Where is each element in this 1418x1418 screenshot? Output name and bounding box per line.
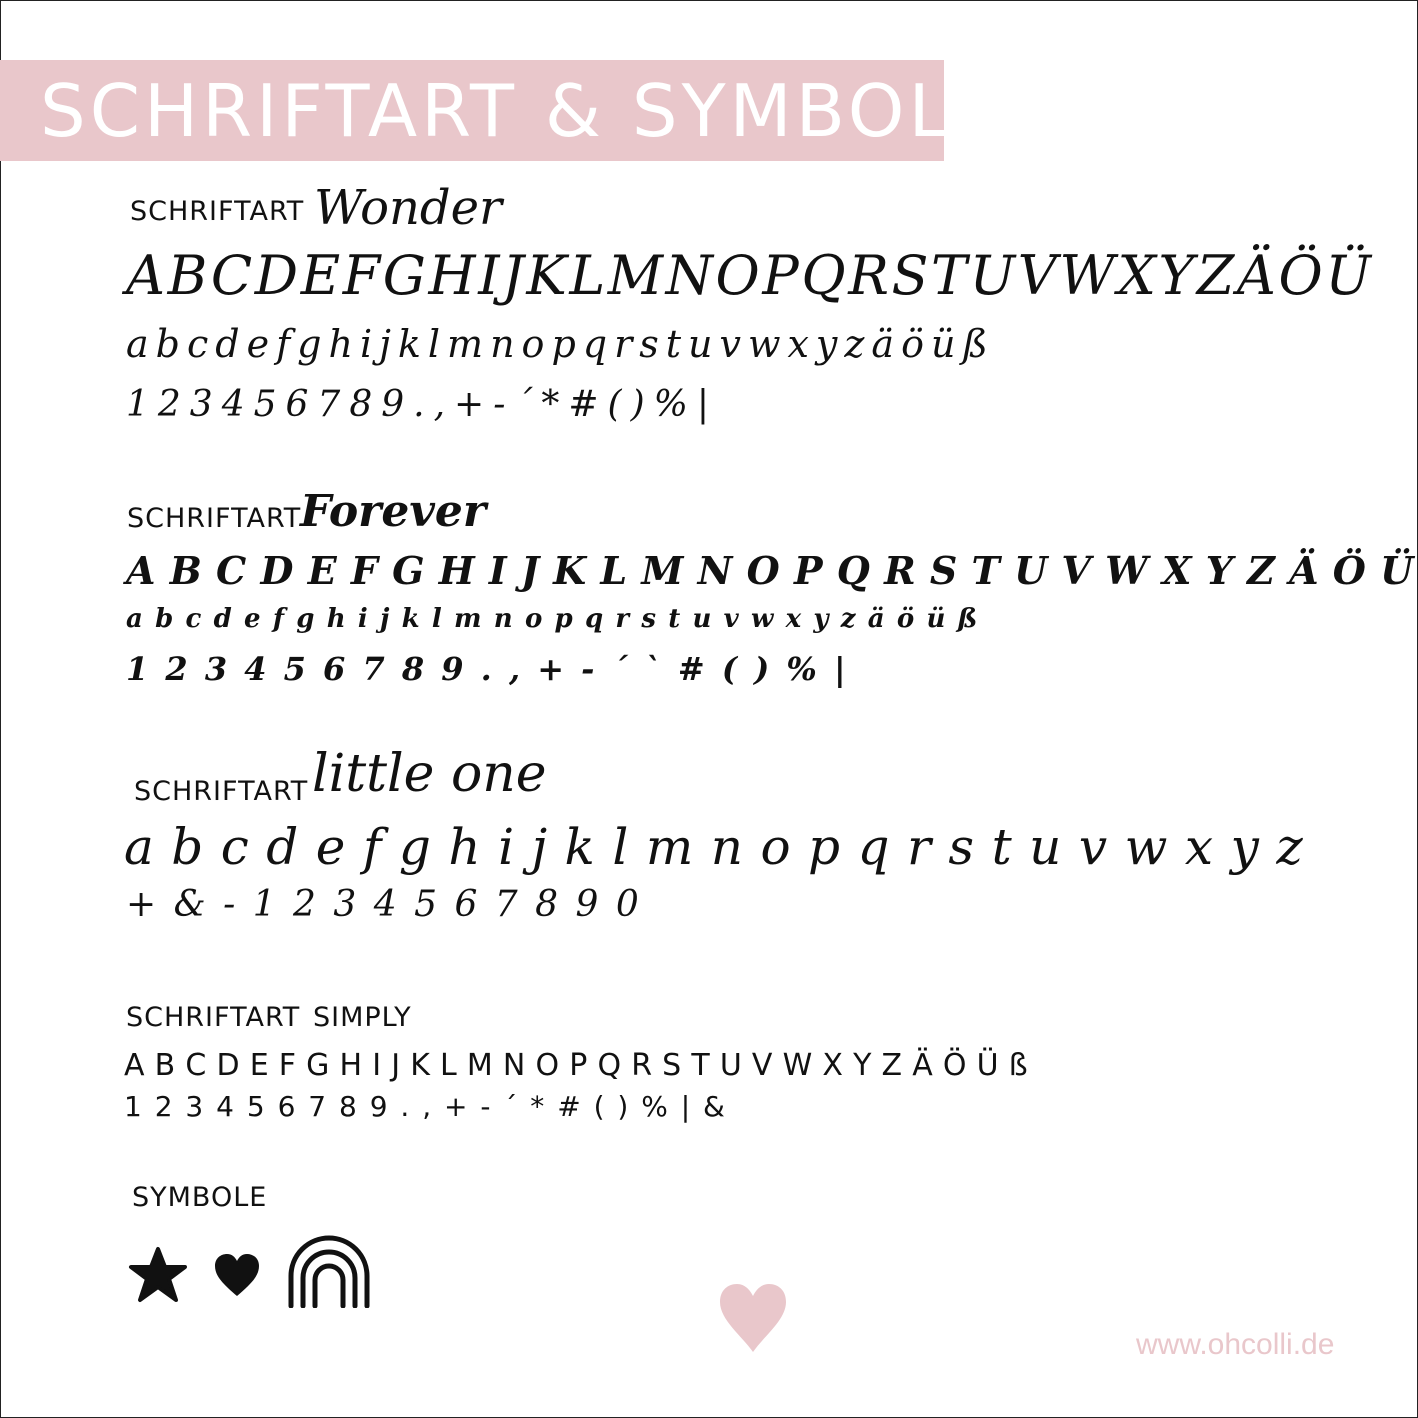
little-one-lowercase: a b c d e f g h i j k l m n o p q r s t u v w x y z <box>124 818 1304 876</box>
simply-uppercase: A B C D E F G H I J K L M N O P Q R S T U V W X Y Z Ä Ö Ü ß <box>124 1048 1028 1083</box>
wonder-uppercase: ABCDEFGHIJKLMNOPQRSTUVWXYZÄÖÜ <box>126 244 1374 307</box>
wonder-numbers: 123456789.,+-´*#()%| <box>126 384 718 425</box>
simply-label: SCHRIFTART <box>126 1002 301 1033</box>
footer-url[interactable]: www.ohcolli.de <box>1136 1328 1335 1361</box>
little-one-font-name: little one <box>312 744 547 804</box>
symbols-label: SYMBOLE <box>132 1182 268 1213</box>
page-title: SCHRIFTART & SYMBOLE <box>40 69 1003 153</box>
simply-font-name: SIMPLY <box>313 1002 412 1033</box>
little-one-numbers: + & - 1 2 3 4 5 6 7 8 9 0 <box>126 884 642 925</box>
wonder-lowercase: abcdefghijklmnopqrstuvwxyzäöüß <box>126 322 995 366</box>
rainbow-icon <box>286 1234 372 1308</box>
forever-label: SCHRIFTART <box>127 503 302 534</box>
star-icon <box>128 1246 188 1304</box>
forever-uppercase: A B C D E F G H I J K L M N O P Q R S T U V W X Y Z Ä Ö Ü <box>126 548 1414 593</box>
little-one-label: SCHRIFTART <box>134 776 309 807</box>
wonder-font-name: Wonder <box>314 180 502 236</box>
forever-lowercase: a b c d e f g h i j k l m n o p q r s t u v w x y z ä ö ü ß <box>126 604 979 634</box>
simply-numbers: 1 2 3 4 5 6 7 8 9 . , + - ´ * # ( ) % | & <box>124 1090 727 1123</box>
wonder-label: SCHRIFTART <box>130 196 305 227</box>
heart-icon <box>213 1252 261 1298</box>
forever-font-name: Forever <box>300 486 487 537</box>
forever-numbers: 1 2 3 4 5 6 7 8 9 . , + - ´ ` # ( ) % | <box>126 650 849 688</box>
heart-icon <box>718 1282 788 1354</box>
